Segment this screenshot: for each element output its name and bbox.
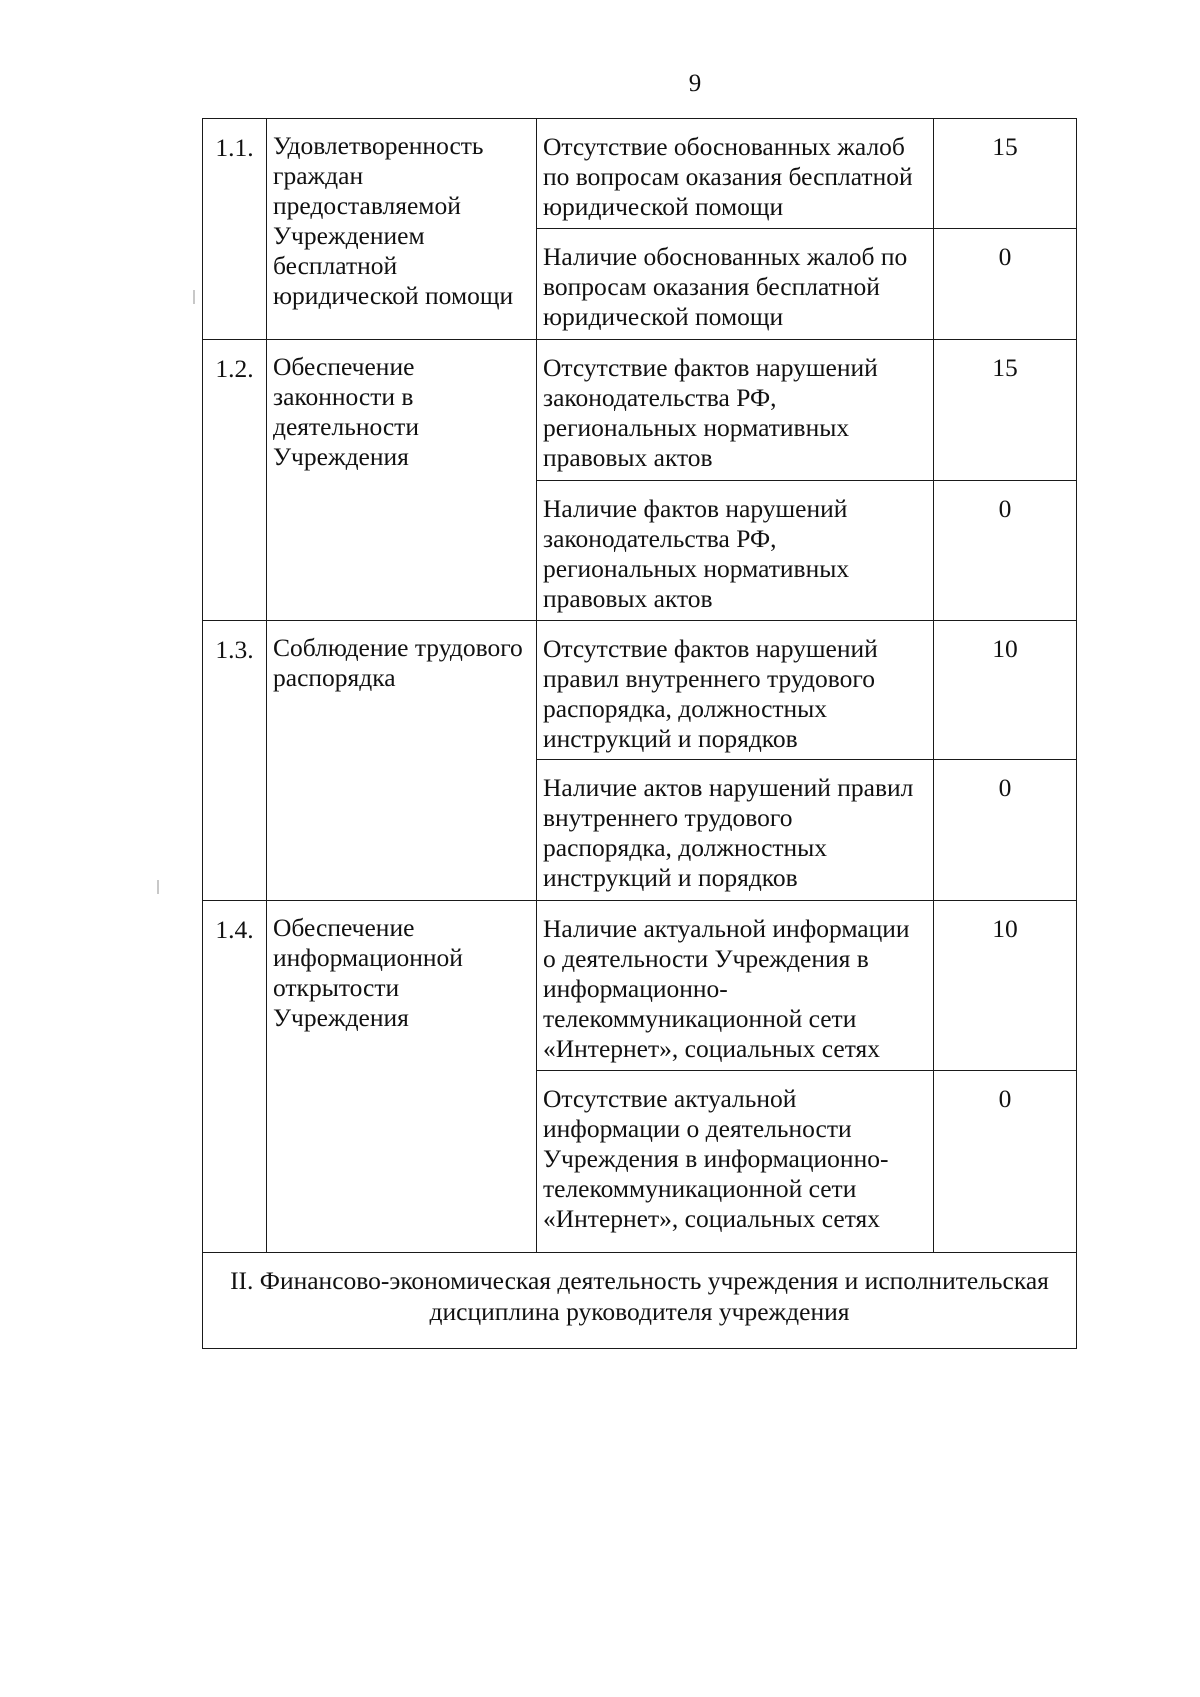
indicator-score: 10 bbox=[934, 901, 1077, 1071]
indicator-score: 15 bbox=[934, 119, 1077, 229]
criterion-number: 1.3. bbox=[203, 621, 267, 901]
indicator-text: Отсутствие фактов нарушений правил внутреннего трудового распорядка, должностных инструкций и порядков bbox=[537, 621, 934, 760]
indicator-score: 15 bbox=[934, 340, 1077, 481]
indicator-score: 0 bbox=[934, 1071, 1077, 1253]
table-row bbox=[203, 621, 1077, 760]
indicator-text: Наличие обоснованных жалоб по вопросам оказания бесплатной юридической помощи bbox=[537, 229, 934, 340]
indicator-text: Наличие актуальной информации о деятельности Учреждения в информационно-телекоммуникационной сети «Интернет», социальных сетях bbox=[537, 901, 934, 1071]
indicator-text: Наличие фактов нарушений законодательства РФ, региональных нормативных правовых актов bbox=[537, 481, 934, 621]
scan-artifact-mark bbox=[193, 290, 195, 304]
criterion-name: Обеспечение информационной открытости Учреждения bbox=[267, 901, 537, 1253]
indicator-score: 0 bbox=[934, 481, 1077, 621]
indicator-score: 0 bbox=[934, 229, 1077, 340]
table-row bbox=[203, 340, 1077, 481]
page-number: 9 bbox=[688, 70, 702, 97]
indicator-text: Отсутствие фактов нарушений законодательства РФ, региональных нормативных правовых актов bbox=[537, 340, 934, 481]
indicator-text: Наличие актов нарушений правил внутреннего трудового распорядка, должностных инструкций и порядков bbox=[537, 760, 934, 901]
section-heading: II. Финансово-экономическая деятельность учреждения и исполнительская дисциплина руководителя учреждения bbox=[203, 1253, 1077, 1349]
indicator-score: 10 bbox=[934, 621, 1077, 760]
indicator-text: Отсутствие обоснованных жалоб по вопросам оказания бесплатной юридической помощи bbox=[537, 119, 934, 229]
criterion-name: Соблюдение трудового распорядка bbox=[267, 621, 537, 901]
criterion-name: Обеспечение законности в деятельности Учреждения bbox=[267, 340, 537, 621]
criterion-name: Удовлетворенность граждан предоставляемой Учреждением бесплатной юридической помощи bbox=[267, 119, 537, 340]
table-row bbox=[203, 901, 1077, 1071]
indicator-score: 0 bbox=[934, 760, 1077, 901]
criterion-number: 1.2. bbox=[203, 340, 267, 621]
table-row bbox=[203, 119, 1077, 229]
indicator-text: Отсутствие актуальной информации о деятельности Учреждения в информационно-телекоммуникационной сети «Интернет», социальных сетях bbox=[537, 1071, 934, 1253]
criterion-number: 1.4. bbox=[203, 901, 267, 1253]
section-heading-row bbox=[203, 1253, 1077, 1349]
criterion-number: 1.1. bbox=[203, 119, 267, 340]
criteria-table bbox=[202, 118, 1077, 1349]
scan-artifact-mark bbox=[157, 880, 159, 894]
